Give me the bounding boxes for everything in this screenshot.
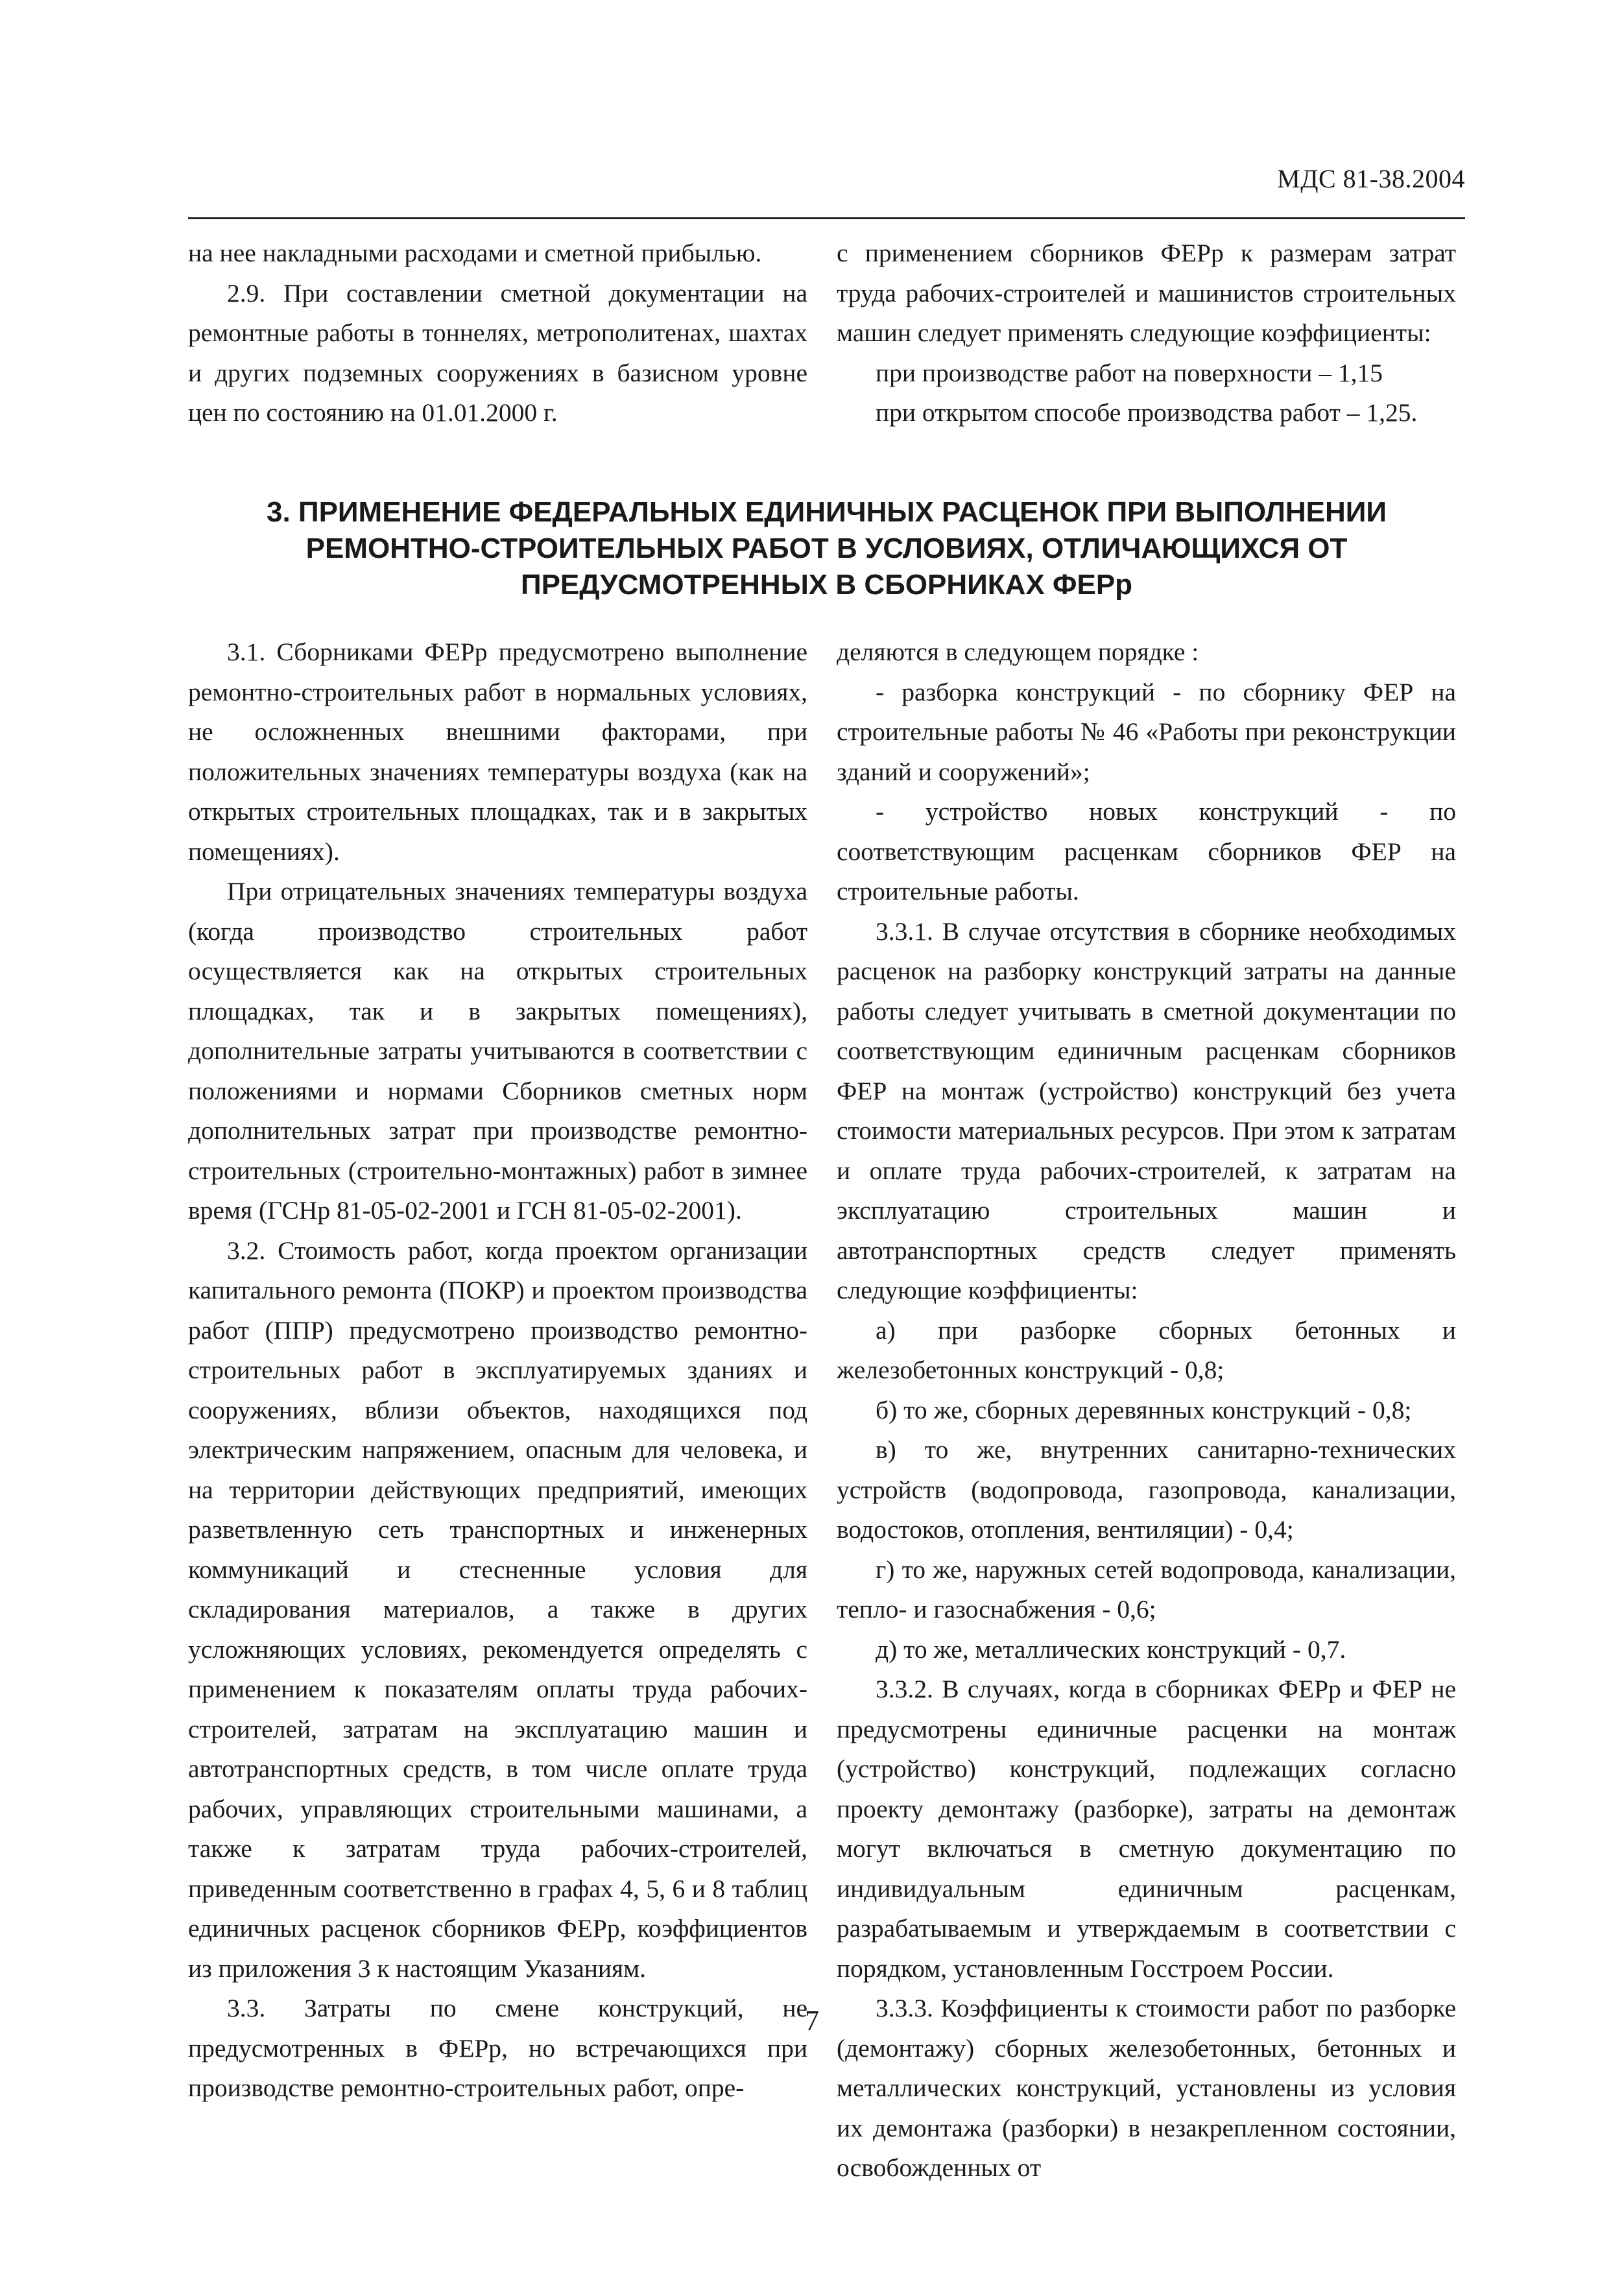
left-text-column [188,632,807,2109]
paragraph: а) при разборке сборных бетонных и железобетонных конструкций - 0,8; [837,1315,1456,1384]
top-right-column [837,233,1456,433]
paragraph: в) то же, внутренних санитарно-технических устройств (водопровода, газопровода, канализации, водостоков, отопления, вентиляции) - 0,4; [837,1435,1456,1544]
header-divider [188,217,1465,219]
paragraph: - устройство новых конструкций - по соответствующим расценкам сборников ФЕР на строительные работы. [837,797,1456,905]
paragraph: 3.2. Стоимость работ, когда проектом организации капитального ремонта (ПОКР) и проектом производства работ (ППР) предусмотрено производство ремонтно-строительных работ в эксплуатируемых зданиях и сооружениях, вблизи объектов, находящихся под электрическим напряжением, опасным для человека, и на территории действующих предприятий, имеющих разветвленную сеть транспортных и инженерных коммуникаций и стесненные условия для складирования материалов, а также в других усложняющих условиях, рекомендуется определять с применением к показателям оплаты труда рабочих-строителей, затратам на эксплуатацию машин и автотранспортных средств, в том числе оплате труда рабочих, управляющих строительными машинами, а также к затратам труда рабочих-строителей, приведенным соответственно в графах 4, 5, 6 и 8 таблиц единичных расценок сборников ФЕРр, коэффициентов из приложения 3 к настоящим Указаниям. [188,1236,807,1983]
paragraph: б) то же, сборных деревянных конструкций - 0,8; [876,1395,1412,1424]
paragraph: При отрицательных значениях температуры воздуха (когда производство строительных работ осуществляется как на открытых строительных площадках, так и в закрытых помещениях), дополнительные затраты учитываются в соответствии с положениями и нормами Сборников сметных норм дополнительных затрат при производстве ремонтно-строительных (строительно-монтажных) работ в зимнее время (ГСНр 81-05-02-2001 и ГСН 81-05-02-2001). [188,877,807,1225]
document-code: МДС 81-38.2004 [1277,164,1465,193]
section-heading: 3. ПРИМЕНЕНИЕ ФЕДЕРАЛЬНЫХ ЕДИНИЧНЫХ РАСЦЕНОК ПРИ ВЫПОЛНЕНИИ РЕМОНТНО-СТРОИТЕЛЬНЫХ РАБОТ В УСЛОВИЯХ, ОТЛИЧАЮЩИХСЯ ОТ ПРЕДУСМОТРЕННЫХ В СБОРНИКАХ ФЕРр [267,496,1387,601]
paragraph: с применением сборников ФЕРр к размерам затрат труда рабочих-строителей и машинистов строительных машин следует применять следующие коэффициенты: [837,239,1456,347]
paragraph: 3.3.3. Коэффициенты к стоимости работ по разборке (демонтажу) сборных железобетонных, бетонных и металлических конструкций, установлены из условия их демонтажа (разборки) в незакрепленном состоянии, освобожденных от [837,1994,1456,2182]
paragraph: 3.3.1. В случае отсутствия в сборнике необходимых расценок на разборку конструкций затраты на данные работы следует учитывать в сметной документации по соответствующим единичным расценкам сборников ФЕР на монтаж (устройство) конструкций без учета стоимости материальных ресурсов. При этом к затратам и оплате труда рабочих-строителей, к затратам на эксплуатацию строительных машин и автотранспортных средств следует применять следующие коэффициенты: [837,916,1456,1304]
paragraph: при открытом способе производства работ – 1,25. [876,398,1418,427]
paragraph: при производстве работ на поверхности – 1,15 [876,358,1383,387]
paragraph: на нее накладными расходами и сметной прибылью. [188,239,762,267]
paragraph: 3.1. Сборниками ФЕРр предусмотрено выполнение ремонтно-строительных работ в нормальных условиях, не осложненных внешними факторами, при положительных значениях температуры воздуха (как на открытых строительных площадках, так и в закрытых помещениях). [188,638,807,866]
top-left-column [188,233,807,433]
paragraph: 2.9. При составлении сметной документации на ремонтные работы в тоннелях, метрополитенах, шахтах и других подземных сооружениях в базисном уровне цен по состоянию на 01.01.2000 г. [188,278,807,427]
paragraph: - разборка конструкций - по сборнику ФЕР на строительные работы № 46 «Работы при реконструкции зданий и сооружений»; [837,677,1456,786]
paragraph: 3.3. Затраты по смене конструкций, не предусмотренных в ФЕРр, но встречающихся при производстве ремонтно-строительных работ, опре- [188,1994,807,2102]
paragraph: деляются в следующем порядке : [837,638,1199,666]
paragraph: д) то же, металлических конструкций - 0,7. [876,1634,1346,1664]
paragraph: 3.3.2. В случаях, когда в сборниках ФЕРр и ФЕР не предусмотрены единичные расценки на монтаж (устройство) конструкций, подлежащих согласно проекту демонтажу (разборке), затраты на демонтаж могут включаться в сметную документацию по индивидуальным единичным расценкам, разрабатываемым и утверждаемым в соответствии с порядком, установленным Госстроем России. [837,1675,1456,1983]
page-number: 7 [805,2005,819,2037]
paragraph: г) то же, наружных сетей водопровода, канализации, тепло- и газоснабжения - 0,6; [837,1555,1456,1623]
right-text-column [837,632,1456,2188]
